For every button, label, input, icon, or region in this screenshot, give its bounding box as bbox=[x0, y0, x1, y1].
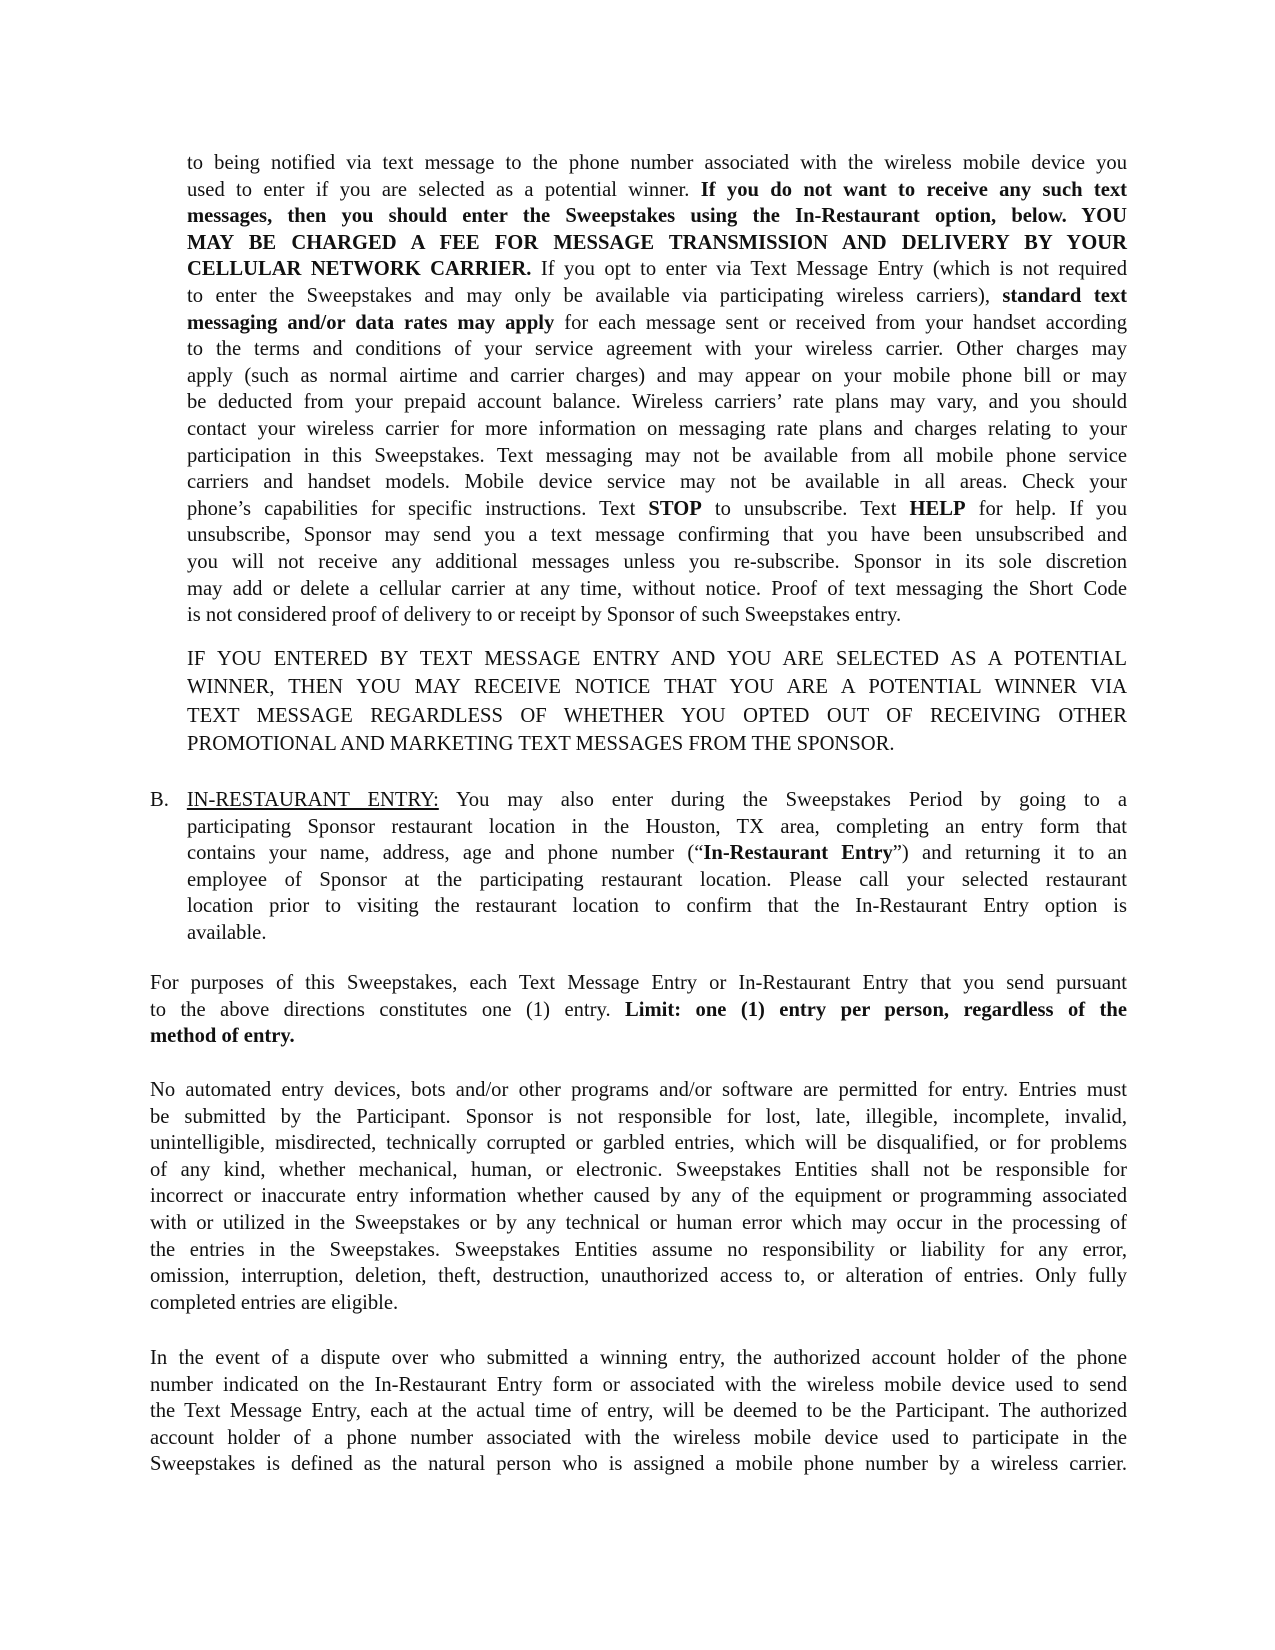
text-line: incorrect or inaccurate entry information whether caused by any of the equipment or programming associated bbox=[150, 1185, 1127, 1208]
entry-limit-paragraph bbox=[150, 970, 1127, 1050]
bold-text: CELLULAR NETWORK CARRIER. bbox=[187, 258, 532, 281]
in-restaurant-entry-paragraph bbox=[150, 787, 1127, 947]
text-line bbox=[187, 256, 1127, 283]
text-line: IF YOU ENTERED BY TEXT MESSAGE ENTRY AND YOU ARE SELECTED AS A POTENTIAL bbox=[187, 648, 1127, 670]
text-line: the entries in the Sweepstakes. Sweepstakes Entities assume no responsibility or liability for any error, bbox=[150, 1238, 1127, 1261]
text-line: completed entries are eligible. bbox=[150, 1291, 399, 1314]
text-line: to the terms and conditions of your service agreement with your wireless carrier. Other charges may bbox=[187, 338, 1127, 361]
text-line: to being notified via text message to the phone number associated with the wireless mobile device you bbox=[187, 152, 1127, 174]
text-line bbox=[187, 840, 1127, 867]
text-line: apply (such as normal airtime and carrier charges) and may appear on your mobile phone bill or may bbox=[187, 364, 1127, 387]
text-line: the Text Message Entry, each at the actual time of entry, will be deemed to be the Participant. The authorized bbox=[150, 1400, 1127, 1423]
bold-text: If you do not want to receive any such text bbox=[700, 178, 1128, 201]
text-line: Sweepstakes is defined as the natural person who is assigned a mobile phone number by a wireless carrier. bbox=[150, 1453, 1127, 1476]
text-run: phone’s capabilities for specific instructions. Text bbox=[187, 497, 649, 520]
text-line: unintelligible, misdirected, technically corrupted or garbled entries, which will be disqualified, or for problems bbox=[150, 1132, 1127, 1155]
text-run: If you opt to enter via Text Message Entry (which is not required bbox=[531, 258, 1127, 281]
text-line: contact your wireless carrier for more information on messaging rate plans and charges relating to your bbox=[187, 417, 1127, 440]
bold-text: messaging and/or data rates may apply bbox=[187, 311, 555, 334]
bold-text: method of entry. bbox=[150, 1025, 295, 1048]
text-line bbox=[187, 283, 1127, 310]
text-line bbox=[150, 787, 1127, 814]
text-line: number indicated on the In-Restaurant Entry form or associated with the wireless mobile device used to send bbox=[150, 1373, 1127, 1396]
text-line: with or utilized in the Sweepstakes or by any technical or human error which may occur in the processing of bbox=[150, 1211, 1127, 1234]
bold-text: In-Restaurant Entry bbox=[703, 842, 893, 865]
text-run: for help. If you bbox=[965, 497, 1127, 520]
winner-notice-paragraph bbox=[187, 645, 1127, 758]
text-line: available. bbox=[187, 921, 267, 944]
text-line bbox=[187, 203, 1127, 230]
bold-text: messages, then you should enter the Sweepstakes using the In-Restaurant option, below. YOU bbox=[187, 205, 1127, 228]
text-run: to enter the Sweepstakes and may only be available via participating wireless carriers), bbox=[187, 284, 1003, 307]
text-run: to unsubscribe. Text bbox=[701, 497, 910, 520]
text-line: is not considered proof of delivery to or receipt by Sponsor of such Sweepstakes entry. bbox=[187, 604, 902, 627]
text-line bbox=[187, 230, 1127, 257]
text-line: participating Sponsor restaurant location in the Houston, TX area, completing an entry form that bbox=[187, 815, 1127, 838]
text-run: ”) and returning it to an bbox=[892, 842, 1128, 865]
text-line: For purposes of this Sweepstakes, each Text Message Entry or In-Restaurant Entry that you send pursuant bbox=[150, 972, 1127, 994]
text-line: unsubscribe, Sponsor may send you a text message confirming that you have been unsubscribed and bbox=[187, 524, 1127, 547]
text-line: be submitted by the Participant. Sponsor is not responsible for lost, late, illegible, incomplete, invalid, bbox=[150, 1105, 1127, 1128]
text-line bbox=[187, 177, 1127, 204]
text-line: you will not receive any additional messages unless you re-subscribe. Sponsor in its sole discretion bbox=[187, 550, 1127, 573]
text-run: for each message sent or received from your handset according bbox=[554, 311, 1127, 334]
text-line bbox=[187, 496, 1127, 523]
text-line: be deducted from your prepaid account balance. Wireless carriers’ rate plans may vary, and you should bbox=[187, 391, 1127, 414]
text-message-entry-paragraph bbox=[187, 150, 1127, 629]
bold-text: standard text bbox=[1002, 284, 1127, 307]
bold-text: Limit: one (1) entry per person, regardless of the bbox=[625, 998, 1127, 1021]
text-line: No automated entry devices, bots and/or other programs and/or software are permitted for entry. Entries must bbox=[150, 1079, 1127, 1101]
indented-block bbox=[150, 814, 1127, 947]
text-run: used to enter if you are selected as a potential winner. bbox=[187, 178, 701, 201]
text-line: account holder of a phone number associated with the wireless mobile device used to participate in the bbox=[150, 1426, 1127, 1449]
text-line: In the event of a dispute over who submitted a winning entry, the authorized account holder of the phone bbox=[150, 1347, 1127, 1369]
bold-text: MAY BE CHARGED A FEE FOR MESSAGE TRANSMISSION AND DELIVERY BY YOUR bbox=[187, 231, 1127, 254]
text-line: omission, interruption, deletion, theft, destruction, unauthorized access to, or alteration of entries. Only fully bbox=[150, 1265, 1127, 1288]
text-run: You may also enter during the Sweepstakes Period by going to a bbox=[438, 789, 1127, 811]
section-heading: IN-RESTAURANT ENTRY: bbox=[186, 789, 439, 811]
text-run: to the above directions constitutes one (1) entry. bbox=[150, 998, 626, 1021]
text-line: carriers and handset models. Mobile device service may not be available in all areas. Check your bbox=[187, 471, 1127, 494]
text-line bbox=[150, 1023, 1127, 1050]
text-line: location prior to visiting the restaurant location to confirm that the In-Restaurant Entry option is bbox=[187, 895, 1127, 918]
bold-text: STOP bbox=[648, 497, 702, 520]
text-run: contains your name, address, age and phone number (“ bbox=[187, 842, 704, 865]
text-line: may add or delete a cellular carrier at any time, without notice. Proof of text messaging the Short Code bbox=[187, 577, 1127, 600]
text-line: employee of Sponsor at the participating restaurant location. Please call your selected restaurant bbox=[187, 868, 1127, 891]
text-line: of any kind, whether mechanical, human, or electronic. Sweepstakes Entities shall not be responsible for bbox=[150, 1158, 1127, 1181]
text-line: PROMOTIONAL AND MARKETING TEXT MESSAGES FROM THE SPONSOR. bbox=[187, 732, 895, 755]
text-line: TEXT MESSAGE REGARDLESS OF WHETHER YOU OPTED OUT OF RECEIVING OTHER bbox=[187, 704, 1127, 727]
text-line: participation in this Sweepstakes. Text messaging may not be available from all mobile phone service bbox=[187, 444, 1127, 467]
list-marker: B. bbox=[150, 789, 187, 811]
automated-entries-paragraph bbox=[150, 1077, 1127, 1316]
bold-text: HELP bbox=[909, 497, 966, 520]
text-line bbox=[150, 997, 1127, 1024]
text-line: WINNER, THEN YOU MAY RECEIVE NOTICE THAT YOU ARE A POTENTIAL WINNER VIA bbox=[187, 676, 1127, 699]
dispute-paragraph bbox=[150, 1345, 1127, 1478]
text-line bbox=[187, 310, 1127, 337]
